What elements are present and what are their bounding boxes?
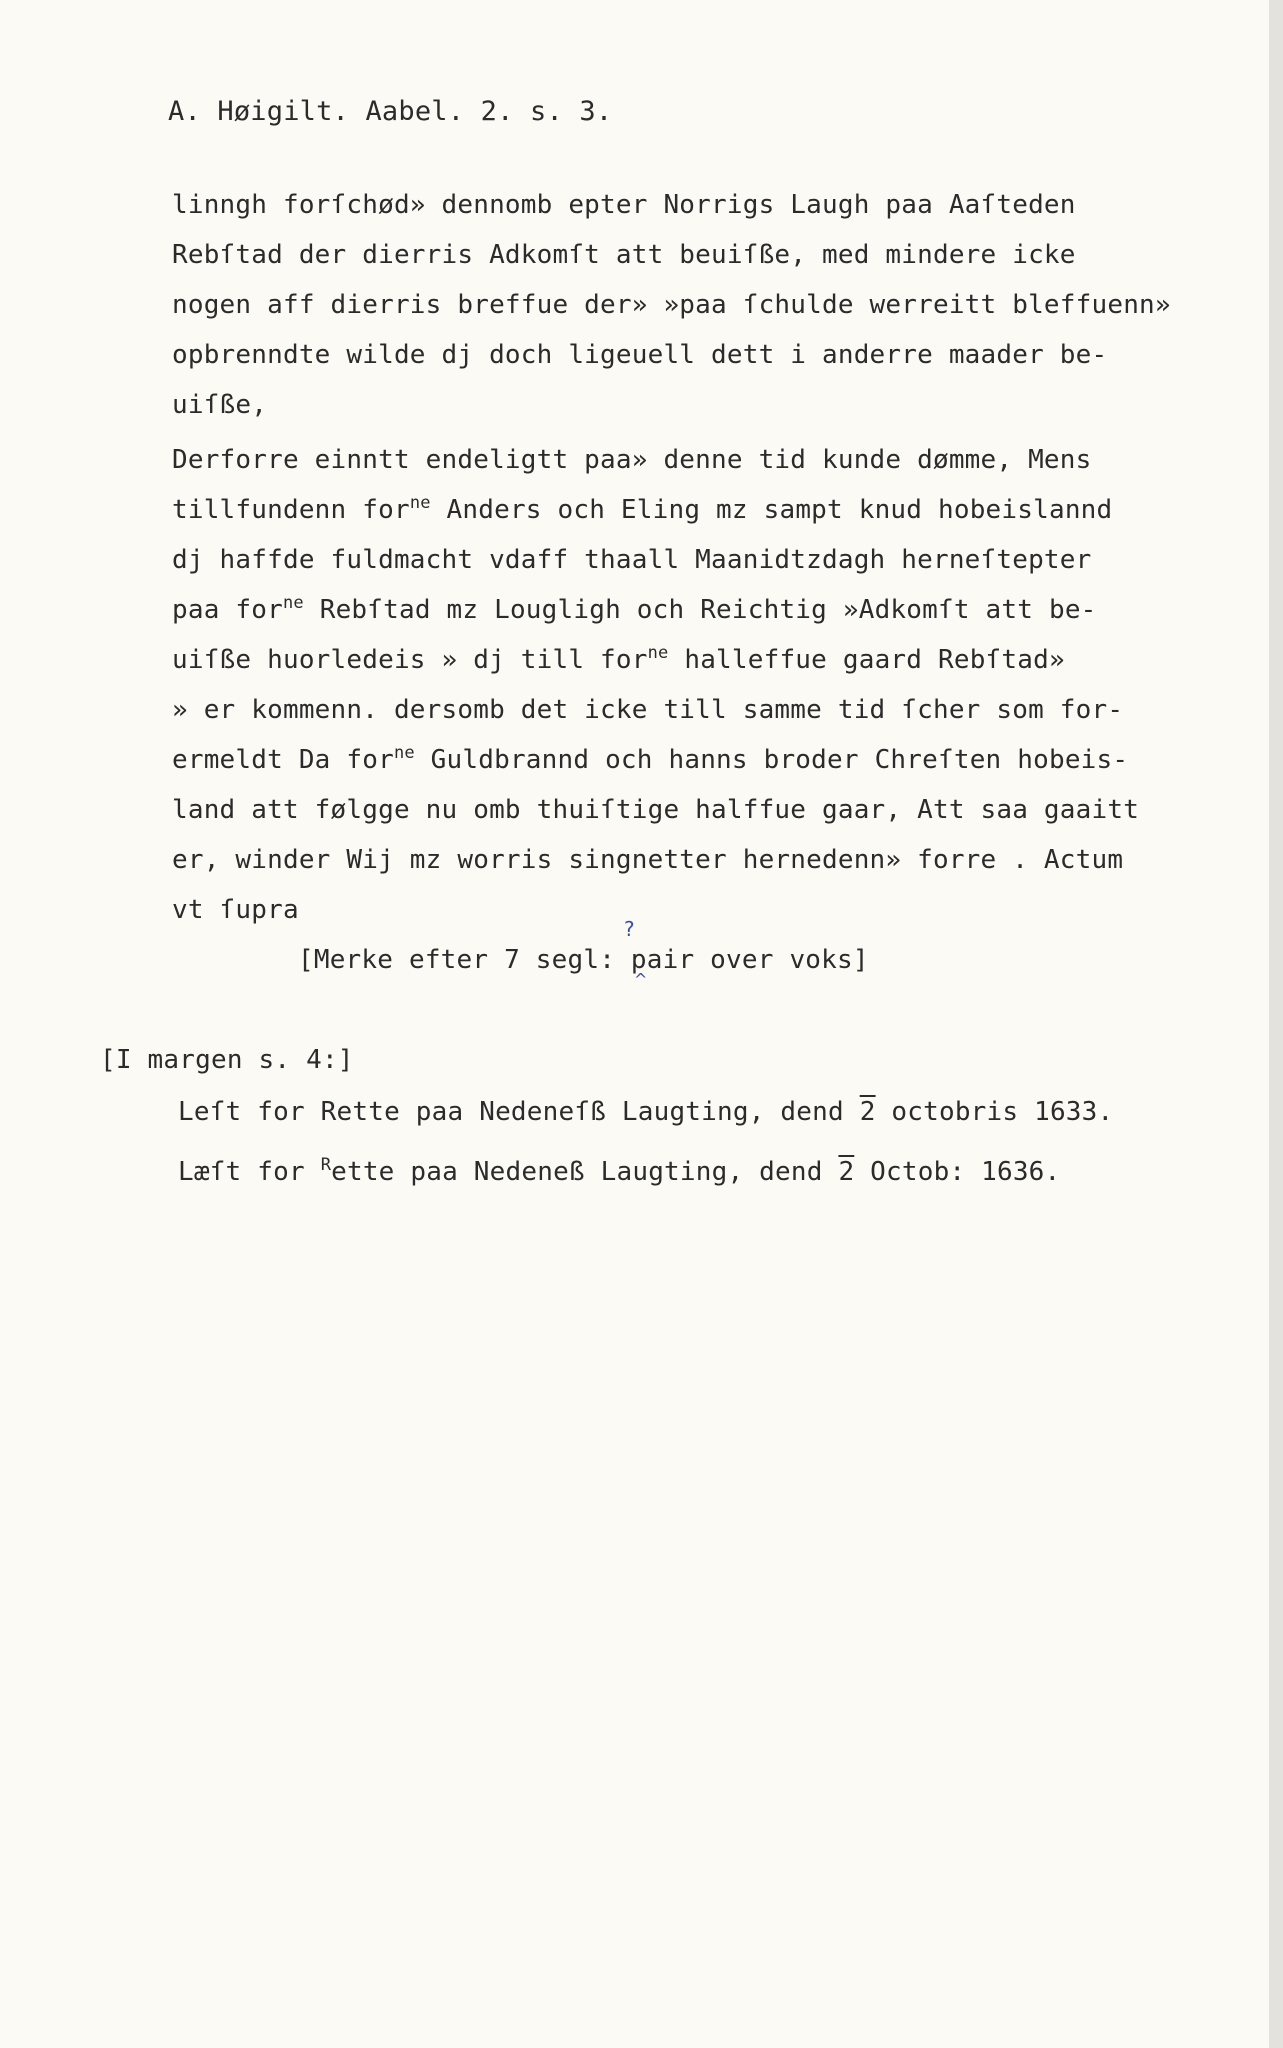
body-line-9 [172, 595, 1097, 625]
margin-heading: [I margen s. 4:] [100, 1045, 354, 1075]
body-line-3: nogen aff dierris breffue der» »paa ſchulde werreitt bleffuenn» [172, 290, 1171, 320]
body-line-15: vt ſupra [172, 895, 299, 925]
body-line-10-post: halleffue gaard Rebſtad» [668, 645, 1065, 675]
margin-line-1-post: octobris 1633. [875, 1097, 1114, 1127]
body-line-1: linngh forſchød» dennomb epter Norrigs Laugh paa Aaſteden [172, 190, 1076, 220]
margin-line-2-mid: ette paa Nedeneß Laugting, dend [331, 1157, 839, 1187]
body-line-13: land att følgge nu omb thuiſtige halffue gaar, Att saa gaaitt [172, 795, 1140, 825]
body-line-12-post: Guldbrannd och hanns broder Chreſten hobeis- [414, 745, 1129, 775]
body-line-7-post: Anders och Eling mz sampt knud hobeislannd [430, 495, 1113, 525]
body-line-5: uiſße, [172, 390, 268, 420]
body-line-7 [172, 495, 1112, 525]
body-line-9-pre: paa for [172, 595, 283, 625]
body-line-11: » er kommenn. dersomb det icke till samme tid ſcher som for- [172, 695, 1124, 725]
body-line-12 [172, 745, 1128, 775]
seal-note: [Merke efter 7 segl: pair over voks] [298, 945, 869, 975]
body-line-10 [172, 645, 1065, 675]
margin-line-2-pre: Læſt for [178, 1157, 321, 1187]
margin-line-2-day: 2 [838, 1157, 855, 1187]
body-line-7-pre: tillfundenn for [172, 495, 410, 525]
handwritten-question-mark: ? [624, 917, 635, 941]
body-line-2: Rebſtad der dierris Adkomſt att beuiſße, med mindere icke [172, 240, 1076, 270]
body-line-4: opbrenndte wilde dj doch ligeuell dett i anderre maader be- [172, 340, 1108, 370]
page-header: A. Høigilt. Aabel. 2. s. 3. [168, 96, 613, 127]
margin-line-1 [178, 1097, 1113, 1127]
superscript-ne: ne [647, 643, 669, 663]
margin-line-2-post: Octob: 1636. [854, 1157, 1061, 1187]
body-line-9-post: Rebſtad mz Lougligh och Reichtig »Adkomſt att be- [303, 595, 1097, 625]
margin-line-1-pre: Leſt for Rette paa Nedeneſß Laugting, dend [178, 1097, 860, 1127]
body-line-14: er, winder Wij mz worris singnetter hernedenn» forre . Actum [172, 845, 1124, 875]
page-edge-shadow [1269, 0, 1283, 2048]
superscript-ne: ne [409, 493, 431, 513]
superscript-r: R [320, 1155, 332, 1175]
body-line-6: Derforre einntt endeligtt paa» denne tid kunde dømme, Mens [172, 445, 1092, 475]
margin-line-2 [178, 1157, 1060, 1187]
body-line-12-pre: ermeldt Da for [172, 745, 394, 775]
body-line-8: dj haffde fuldmacht vdaff thaall Maanidtzdagh herneſtepter [172, 545, 1092, 575]
margin-line-1-day: 2 [859, 1097, 876, 1127]
superscript-ne: ne [282, 593, 304, 613]
handwritten-caret: ^ [634, 970, 648, 989]
superscript-ne: ne [393, 743, 415, 763]
body-line-10-pre: uiſße huorledeis » dj till for [172, 645, 648, 675]
